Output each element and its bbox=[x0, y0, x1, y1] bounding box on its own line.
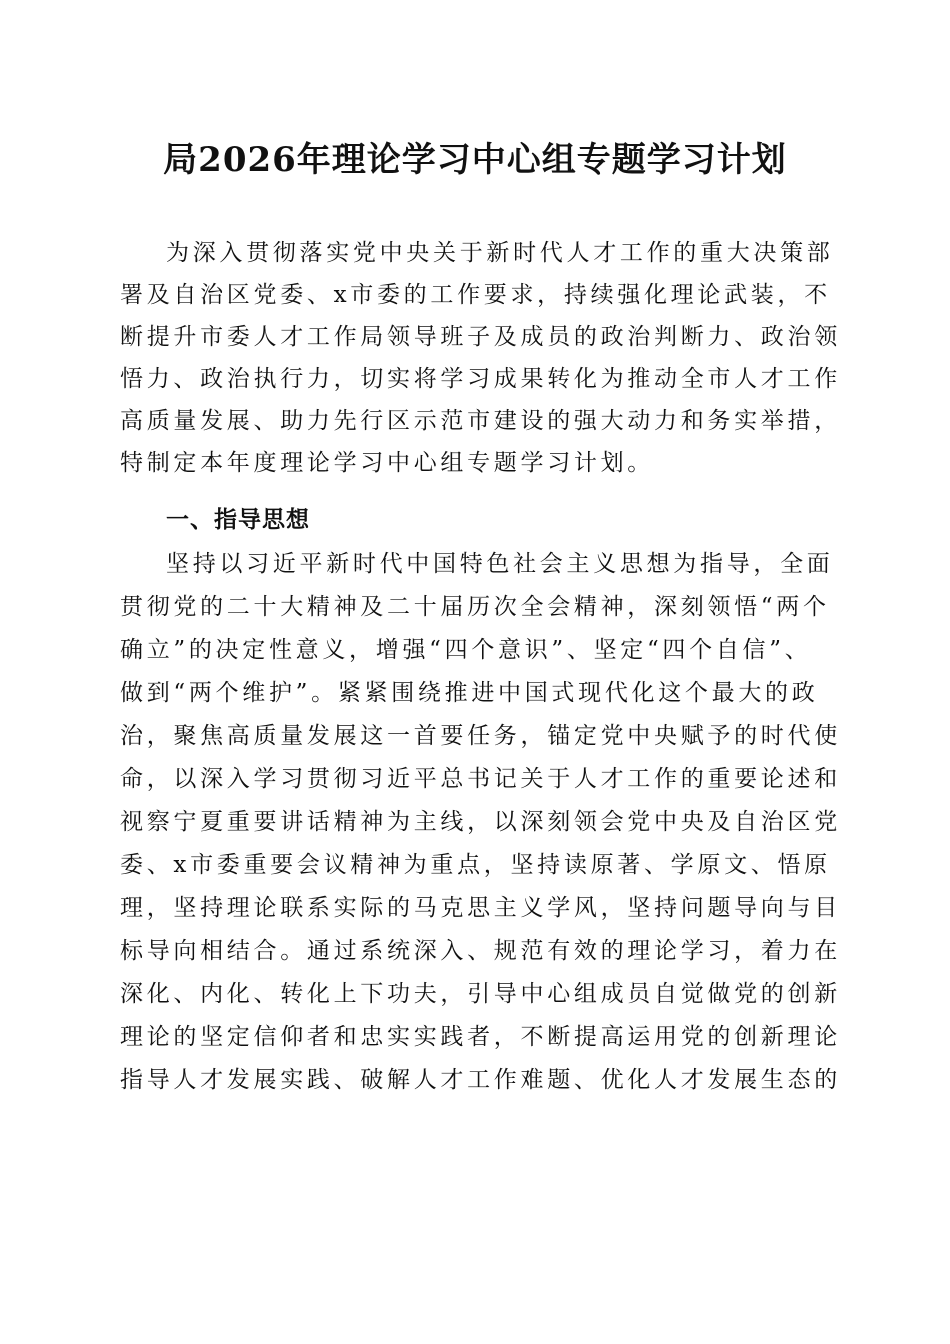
body-line: 治，聚焦高质量发展这一首要任务，锚定党中央赋予的时代使 bbox=[120, 723, 841, 749]
intro-line: 断提升市委人才工作局领导班子及成员的政治判断力、政治领 bbox=[120, 324, 841, 350]
intro-line: 悟力、政治执行力，切实将学习成果转化为推动全市人才工作 bbox=[120, 366, 841, 392]
intro-line: 署及自治区党委、x市委的工作要求，持续强化理论武装，不 bbox=[120, 282, 831, 308]
section-heading: 一、指导思想 bbox=[166, 507, 310, 533]
body-line: 指导人才发展实践、破解人才工作难题、优化人才发展生态的 bbox=[120, 1067, 841, 1093]
body-line: 命，以深入学习贯彻习近平总书记关于人才工作的重要论述和 bbox=[120, 766, 841, 792]
body-line: 理论的坚定信仰者和忠实实践者，不断提高运用党的创新理论 bbox=[120, 1024, 841, 1050]
intro-line: 特制定本年度理论学习中心组专题学习计划。 bbox=[120, 450, 654, 476]
body-line: 深化、内化、转化上下功夫，引导中心组成员自觉做党的创新 bbox=[120, 981, 841, 1007]
body-line: 贯彻党的二十大精神及二十届历次全会精神，深刻领悟“两个 bbox=[120, 594, 830, 620]
body-line: 确立”的决定性意义，增强“四个意识”、坚定“四个自信”、 bbox=[120, 637, 812, 663]
body-line: 坚持以习近平新时代中国特色社会主义思想为指导，全面 bbox=[166, 551, 834, 577]
body-line: 标导向相结合。通过系统深入、规范有效的理论学习，着力在 bbox=[120, 938, 841, 964]
body-line: 做到“两个维护”。紧紧围绕推进中国式现代化这个最大的政 bbox=[120, 680, 819, 706]
intro-line: 高质量发展、助力先行区示范市建设的强大动力和务实举措， bbox=[120, 408, 841, 434]
body-line: 理，坚持理论联系实际的马克思主义学风，坚持问题导向与目 bbox=[120, 895, 841, 921]
body-line: 委、x市委重要会议精神为重点，坚持读原著、学原文、悟原 bbox=[120, 852, 831, 878]
body-line: 视察宁夏重要讲话精神为主线，以深刻领会党中央及自治区党 bbox=[120, 809, 841, 835]
intro-line: 为深入贯彻落实党中央关于新时代人才工作的重大决策部 bbox=[166, 240, 834, 266]
document-title: 局2026年理论学习中心组专题学习计划 bbox=[163, 140, 787, 180]
